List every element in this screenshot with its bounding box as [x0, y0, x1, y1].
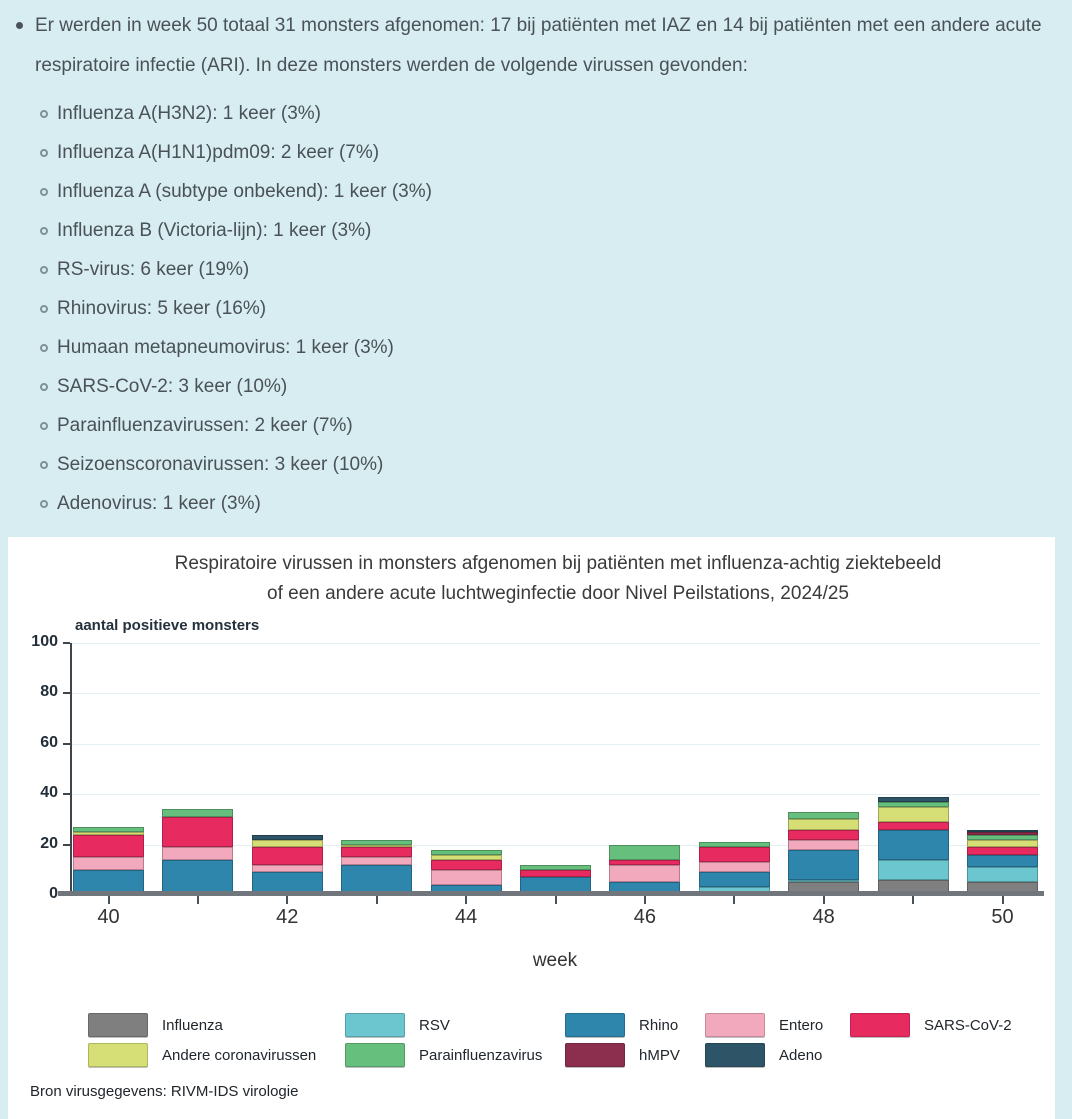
list-item	[14, 406, 1058, 445]
bar-segment-rhino	[967, 855, 1038, 868]
bar-segment-sars-cov-2	[73, 835, 144, 858]
chart-title-line2: of een andere acute luchtweginfectie door Nivel Peilstations, 2024/25	[267, 583, 849, 604]
circle-bullet-icon	[40, 422, 48, 430]
bar-segment-sars-cov-2	[788, 830, 859, 840]
gridline	[70, 744, 1040, 745]
legend-swatch-icon	[705, 1043, 765, 1067]
x-tick-mark	[286, 896, 288, 904]
y-tick-label: 0	[49, 885, 58, 902]
x-tick-mark	[197, 896, 199, 904]
circle-bullet-icon	[40, 227, 48, 235]
bar-segment-entero	[252, 865, 323, 873]
x-tick-label: 42	[276, 906, 299, 928]
legend-swatch-icon	[88, 1043, 148, 1067]
list-item	[14, 94, 1058, 133]
list-item	[14, 445, 1058, 484]
virus-item-text: Influenza A(H3N2): 1 keer (3%)	[57, 102, 322, 124]
bar-segment-entero	[73, 857, 144, 870]
circle-bullet-icon	[40, 188, 48, 196]
bar-segment-rsv	[878, 860, 949, 880]
y-tick-label: 60	[40, 733, 58, 751]
gridline	[70, 794, 1040, 795]
bar-segment-entero	[699, 862, 770, 872]
legend-swatch-icon	[345, 1013, 405, 1037]
stacked-bar-week-46	[609, 845, 680, 895]
bullet-icon	[16, 22, 23, 29]
stacked-bar-week-48	[788, 812, 859, 895]
bar-segment-sars-cov-2	[341, 847, 412, 857]
source-note: Bron virusgegevens: RIVM-IDS virologie	[30, 1083, 299, 1100]
stacked-bar-week-41	[162, 809, 233, 895]
x-tick-label: 48	[812, 906, 835, 928]
x-tick-mark	[108, 896, 110, 904]
virus-item-text: SARS-CoV-2: 3 keer (10%)	[57, 375, 288, 397]
list-item	[14, 289, 1058, 328]
bar-segment-sars-cov-2	[252, 847, 323, 865]
legend-swatch-icon	[345, 1043, 405, 1067]
legend-item	[705, 1013, 850, 1037]
x-tick-mark	[555, 896, 557, 904]
gridline	[70, 643, 1040, 644]
list-item	[14, 328, 1058, 367]
legend-swatch-icon	[565, 1013, 625, 1037]
virus-item-text: RS-virus: 6 keer (19%)	[57, 258, 250, 280]
bar-segment-rhino	[699, 872, 770, 887]
bar-segment-parainfluenzavirus	[609, 845, 680, 860]
list-item	[14, 211, 1058, 250]
stacked-bar-week-49	[878, 797, 949, 895]
bar-segment-andere-coronavirussen	[252, 840, 323, 848]
y-tick-mark	[63, 743, 70, 745]
bar-segment-andere-coronavirussen	[878, 807, 949, 822]
legend-label: Andere coronavirussen	[162, 1046, 317, 1064]
list-item	[14, 133, 1058, 172]
legend-item	[850, 1013, 1038, 1037]
bar-segment-entero	[162, 847, 233, 860]
legend-swatch-icon	[850, 1013, 910, 1037]
x-tick-mark	[376, 896, 378, 904]
legend-item	[345, 1043, 565, 1067]
legend-label: SARS-CoV-2	[924, 1016, 1012, 1034]
legend-item	[705, 1043, 850, 1067]
virus-item-text: Influenza A (subtype onbekend): 1 keer (3%)	[57, 180, 432, 202]
bar-segment-entero	[341, 857, 412, 865]
x-tick-mark	[644, 896, 646, 904]
x-axis-title: week	[532, 950, 578, 971]
legend-item	[565, 1013, 705, 1037]
legend-label: Rhino	[639, 1016, 679, 1034]
circle-bullet-icon	[40, 110, 48, 118]
stacked-bar-week-43	[341, 840, 412, 895]
y-axis-line	[70, 643, 72, 895]
circle-bullet-icon	[40, 500, 48, 508]
y-tick-mark	[63, 793, 70, 795]
legend-swatch-icon	[705, 1013, 765, 1037]
x-tick-mark	[912, 896, 914, 904]
y-tick-mark	[63, 692, 70, 694]
bar-segment-sars-cov-2	[878, 822, 949, 830]
bar-segment-entero	[609, 865, 680, 883]
legend-item	[88, 1013, 345, 1037]
x-tick-label: 40	[97, 906, 120, 928]
virus-item-text: Parainfluenzavirussen: 2 keer (7%)	[57, 414, 353, 436]
legend-item	[565, 1043, 705, 1067]
y-tick-mark	[63, 844, 70, 846]
virus-item-text: Influenza B (Victoria-lijn): 1 keer (3%)	[57, 219, 372, 241]
legend-swatch-icon	[88, 1013, 148, 1037]
chart-panel	[8, 537, 1055, 1119]
lead-row	[14, 6, 1058, 86]
bar-segment-sars-cov-2	[162, 817, 233, 847]
bar-segment-entero	[431, 870, 502, 885]
bar-segment-sars-cov-2	[699, 847, 770, 862]
stacked-bar-week-50	[967, 830, 1038, 895]
y-tick-label: 40	[40, 784, 58, 802]
bar-segment-parainfluenzavirus	[788, 812, 859, 820]
x-tick-label: 44	[454, 906, 478, 928]
legend-label: Parainfluenzavirus	[419, 1046, 543, 1064]
virus-item-text: Humaan metapneumovirus: 1 keer (3%)	[57, 336, 394, 358]
bar-segment-rhino	[788, 850, 859, 880]
bar-segment-rhino	[162, 860, 233, 893]
bar-segment-sars-cov-2	[431, 860, 502, 870]
bar-segment-sars-cov-2	[967, 847, 1038, 855]
x-tick-label: 46	[633, 906, 657, 928]
legend-label: RSV	[419, 1016, 450, 1034]
y-axis-title: aantal positieve monsters	[75, 617, 260, 634]
stacked-bar-week-44	[431, 850, 502, 895]
y-tick-label: 100	[31, 633, 58, 650]
stacked-bar-week-40	[73, 827, 144, 895]
virus-item-text: Influenza A(H1N1)pdm09: 2 keer (7%)	[57, 141, 380, 163]
legend-swatch-icon	[565, 1043, 625, 1067]
legend-label: hMPV	[639, 1046, 680, 1064]
bar-segment-andere-coronavirussen	[967, 840, 1038, 848]
y-tick-label: 80	[40, 683, 58, 701]
chart-title-line1: Respiratoire virussen in monsters afgenomen bij patiënten met influenza-achtig ziektebeeld	[174, 553, 942, 574]
x-axis-line	[58, 891, 1044, 896]
x-tick-mark	[733, 896, 735, 904]
circle-bullet-icon	[40, 461, 48, 469]
legend	[88, 1013, 1038, 1067]
gridline	[70, 693, 1040, 694]
x-tick-mark	[465, 896, 467, 904]
list-item	[14, 250, 1058, 289]
x-tick-label: 50	[991, 906, 1014, 928]
legend-item	[345, 1013, 565, 1037]
bar-segment-rsv	[967, 867, 1038, 882]
circle-bullet-icon	[40, 383, 48, 391]
virus-item-text: Adenovirus: 1 keer (3%)	[57, 492, 261, 514]
bar-segment-andere-coronavirussen	[788, 819, 859, 829]
virus-item-text: Rhinovirus: 5 keer (16%)	[57, 297, 267, 319]
bar-segment-rhino	[878, 830, 949, 860]
bar-segment-sars-cov-2	[520, 870, 591, 878]
bar-segment-parainfluenzavirus	[162, 809, 233, 817]
legend-label: Influenza	[162, 1016, 223, 1034]
bar-segment-entero	[788, 840, 859, 850]
y-tick-label: 20	[40, 834, 58, 852]
intro-lead: Er werden in week 50 totaal 31 monsters afgenomen: 17 bij patiënten met IAZ en 14 bij patiënten met een andere acute respiratoire infectie (ARI). In deze monsters werden de volgende virussen gevonden:	[35, 15, 1042, 76]
x-tick-mark	[1002, 896, 1004, 904]
circle-bullet-icon	[40, 344, 48, 352]
intro-section	[0, 0, 1072, 523]
virus-list	[14, 94, 1058, 523]
circle-bullet-icon	[40, 305, 48, 313]
list-item	[14, 367, 1058, 406]
y-tick-mark	[63, 642, 70, 644]
x-tick-mark	[823, 896, 825, 904]
legend-item	[88, 1043, 345, 1067]
plot-area	[70, 643, 1040, 895]
virus-item-text: Seizoenscoronavirussen: 3 keer (10%)	[57, 453, 384, 475]
legend-label: Adeno	[779, 1046, 823, 1064]
list-item	[14, 484, 1058, 523]
legend-label: Entero	[779, 1016, 824, 1034]
circle-bullet-icon	[40, 266, 48, 274]
stacked-bar-week-42	[252, 835, 323, 895]
circle-bullet-icon	[40, 149, 48, 157]
list-item	[14, 172, 1058, 211]
stacked-bar-week-47	[699, 842, 770, 895]
